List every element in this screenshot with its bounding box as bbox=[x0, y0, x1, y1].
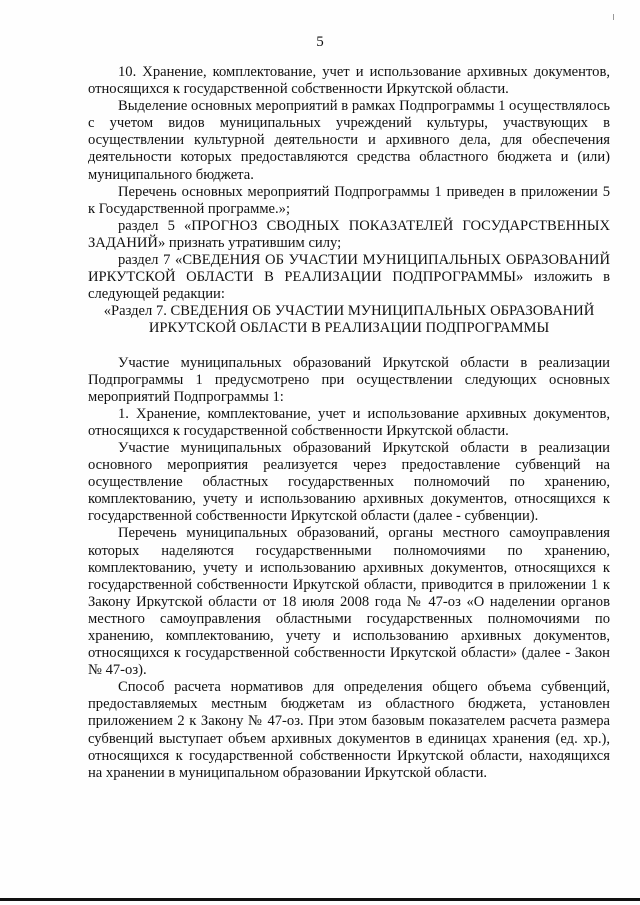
paragraph-section-5-amendment: раздел 5 «ПРОГНОЗ СВОДНЫХ ПОКАЗАТЕЛЕЙ ГОСУДАРСТВЕННЫХ ЗАДАНИЙ» признать утратившим силу; bbox=[88, 217, 610, 251]
paragraph-section-7-amendment: раздел 7 «СВЕДЕНИЯ ОБ УЧАСТИИ МУНИЦИПАЛЬНЫХ ОБРАЗОВАНИЙ ИРКУТСКОЙ ОБЛАСТИ В РЕАЛИЗАЦИИ ПОДПРОГРАММЫ» изложить в следующей редакции: bbox=[88, 252, 610, 303]
paragraph-measure-1: 1. Хранение, комплектование, учет и использование архивных документов, относящихся к государственной собственности Иркутской области. bbox=[88, 405, 610, 439]
paragraph-subventions: Участие муниципальных образований Иркутской области в реализации основного мероприятия реализуется через предоставление субвенций на осуществление областных государственных полномочий по хранению, комплектованию, учету и использованию архивных документов, относящихся к государственной собственности Иркутской области (далее - субвенции). bbox=[88, 439, 610, 525]
paragraph-participation-intro: Участие муниципальных образований Иркутской области в реализации Подпрограммы 1 предусмотрено при осуществлении следующих основных мероприятий Подпрограммы 1: bbox=[88, 354, 610, 405]
paragraph-measures-list: Перечень основных мероприятий Подпрограммы 1 приведен в приложении 5 к Государственной программе.»; bbox=[88, 183, 610, 217]
paragraph-calculation-method: Способ расчета нормативов для определения общего объема субвенций, предоставляемых местным бюджетам из областного бюджета, установлен приложением 2 к Закону № 47-оз. При этом базовым показателем расчета размера субвенций выступает объем архивных документов в единицах хранения (ед. хр.), относящихся к государственной собственности Иркутской области, находящихся на хранении в муниципальном образовании Иркутской области. bbox=[88, 679, 610, 781]
paragraph-municipalities-list: Перечень муниципальных образований, органы местного самоуправления которых наделяются государственными полномочиями по хранению, комплектованию, учету и использованию архивных документов, относящихся к государственной собственности Иркутской области, приводится в приложении 1 к Закону Иркутской области от 18 июля 2008 года № 47-оз «О наделении органов местного самоуправления областными государственных полномочиями по хранению, комплектованию, учету и использованию архивных документов, относящихся к государственной собственности Иркутской области» (далее - Закон № 47-оз). bbox=[88, 525, 610, 679]
section-7-heading: «Раздел 7. СВЕДЕНИЯ ОБ УЧАСТИИ МУНИЦИПАЛЬНЫХ ОБРАЗОВАНИЙ ИРКУТСКОЙ ОБЛАСТИ В РЕАЛИЗАЦИИ ПОДПРОГРАММЫ bbox=[103, 303, 595, 337]
scan-bottom-edge bbox=[0, 898, 640, 901]
paragraph-measures-selection: Выделение основных мероприятий в рамках Подпрограммы 1 осуществлялось с учетом видов муниципальных учреждений культуры, участвующих в осуществлении культурной деятельности и архивного дела, для обеспечения деятельности которых предоставляются средства областного бюджета и (или) муниципального бюджета. bbox=[88, 98, 610, 183]
document-body bbox=[88, 64, 610, 782]
scan-edge-mark bbox=[613, 14, 614, 20]
paragraph-item-10: 10. Хранение, комплектование, учет и использование архивных документов, относящихся к государственной собственности Иркутской области. bbox=[88, 64, 610, 98]
page-number: 5 bbox=[316, 34, 324, 50]
